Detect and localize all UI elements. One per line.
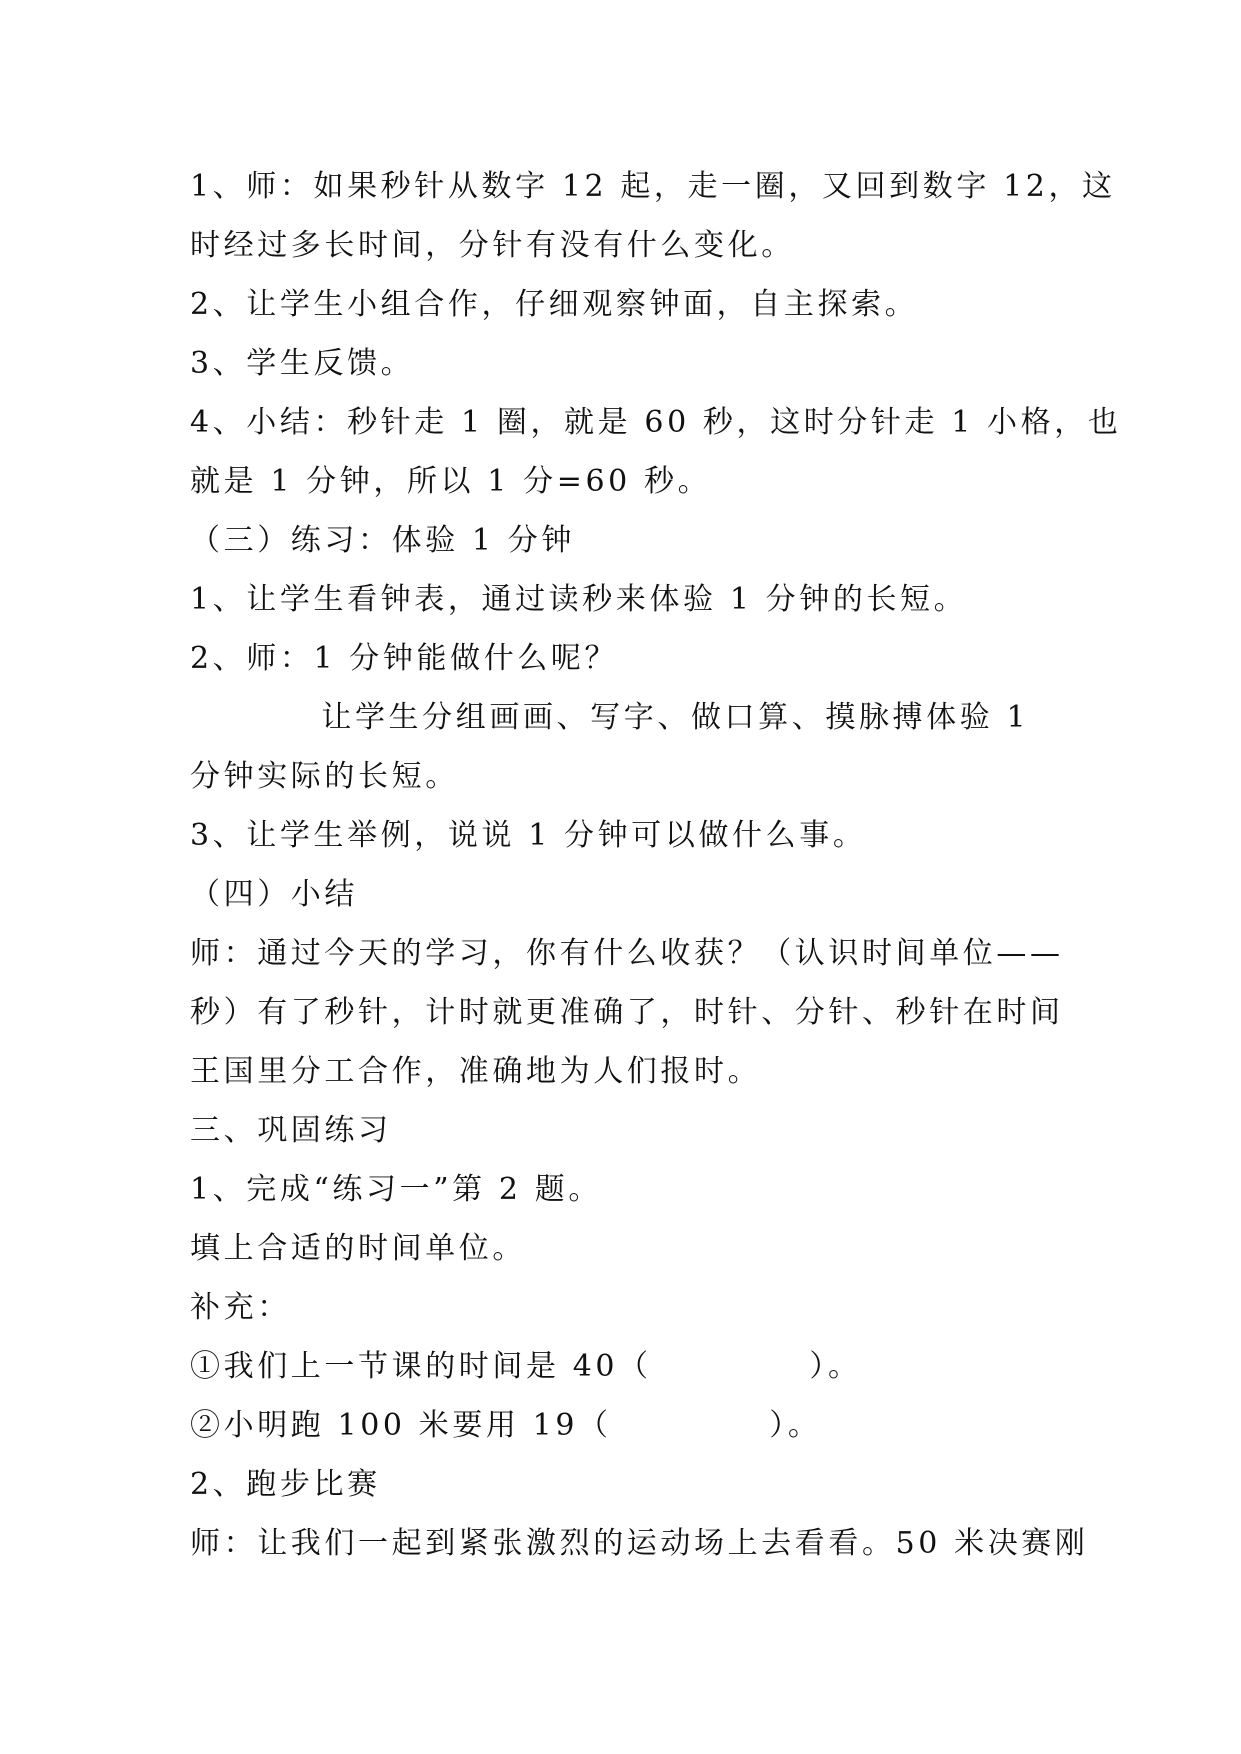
- text-line: 2、跑步比赛: [190, 1467, 381, 1502]
- exercise-item: ①我们上一节课的时间是 40（ ）。: [190, 1349, 862, 1384]
- text-line: 1、让学生看钟表，通过读秒来体验 1 分钟的长短。: [190, 582, 968, 617]
- exercise-item: ②小明跑 100 米要用 19（ ）。: [190, 1408, 822, 1443]
- text-line: 1、完成“练习一”第 2 题。: [190, 1172, 602, 1207]
- section-heading: （三）练习：体验 1 分钟: [190, 523, 575, 558]
- text-line: 王国里分工合作，准确地为人们报时。: [190, 1054, 762, 1089]
- text-line: 1、师：如果秒针从数字 12 起，走一圈，又回到数字 12，这: [190, 169, 1116, 204]
- text-line: 3、学生反馈。: [190, 346, 415, 381]
- text-line: 分钟实际的长短。: [190, 759, 459, 794]
- text-line: 时经过多长时间，分针有没有什么变化。: [190, 228, 795, 263]
- text-line: 4、小结：秒针走 1 圈，就是 60 秒，这时分针走 1 小格，也: [190, 405, 1122, 440]
- text-line: 填上合适的时间单位。: [190, 1231, 526, 1266]
- text-line: 3、让学生举例，说说 1 分钟可以做什么事。: [190, 818, 867, 853]
- section-heading: 三、巩固练习: [190, 1113, 392, 1148]
- text-line: 师：通过今天的学习，你有什么收获？（认识时间单位——: [190, 936, 1064, 971]
- section-heading: （四）小结: [190, 877, 358, 912]
- text-line: 2、让学生小组合作，仔细观察钟面，自主探索。: [190, 287, 919, 322]
- text-line: 补充：: [190, 1290, 291, 1325]
- text-line: 2、师：1 分钟能做什么呢？: [190, 641, 619, 676]
- text-line: 就是 1 分钟，所以 1 分=60 秒。: [190, 464, 712, 499]
- text-line: 师：让我们一起到紧张激烈的运动场上去看看。50 米决赛刚: [190, 1526, 1089, 1561]
- text-line: 让学生分组画画、写字、做口算、摸脉搏体验 1: [190, 700, 1030, 735]
- text-line: 秒）有了秒针，计时就更准确了，时针、分针、秒针在时间: [190, 995, 1064, 1030]
